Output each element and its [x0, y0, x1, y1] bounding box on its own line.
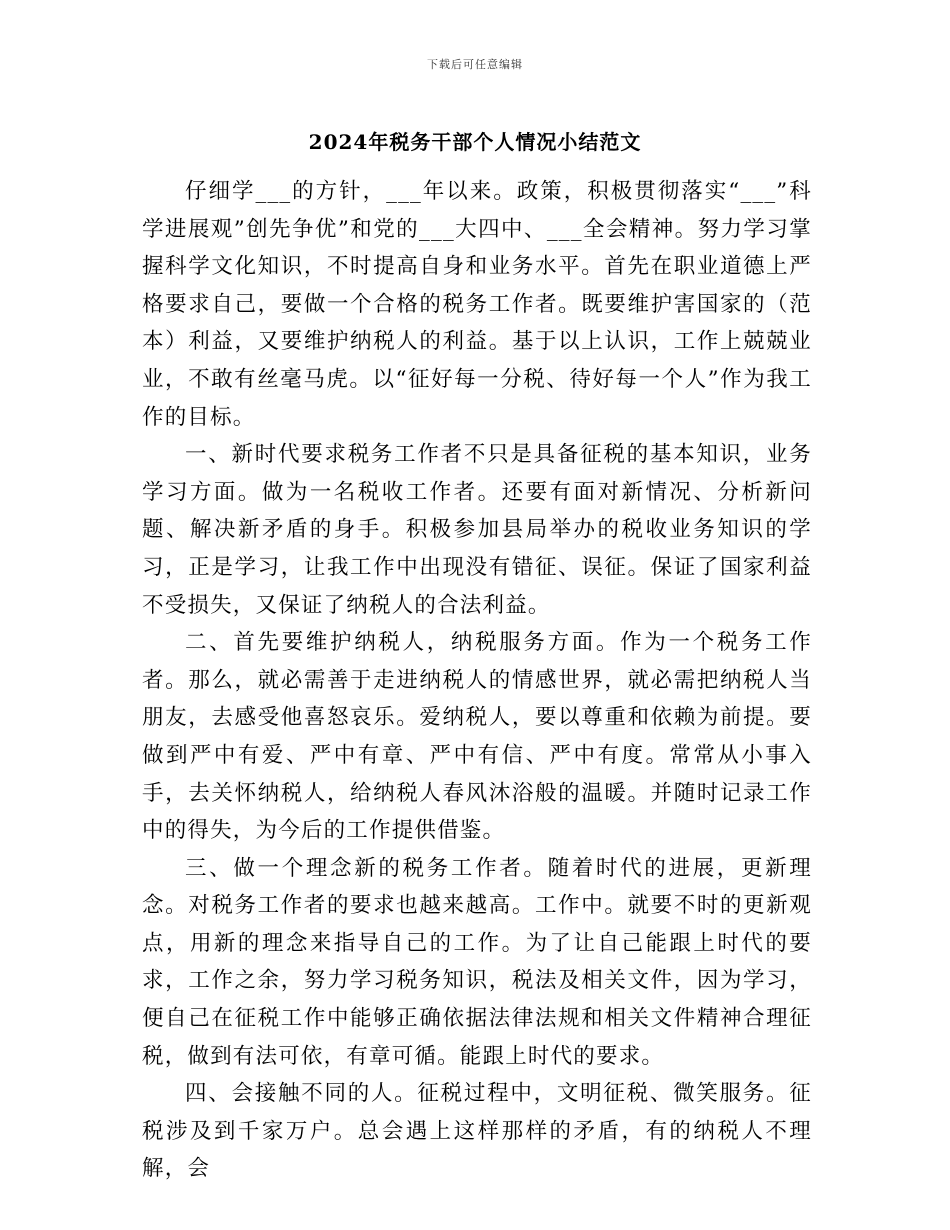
document-title: 2024年税务干部个人情况小结范文 — [308, 130, 642, 154]
paragraph-section-4: 四、会接触不同的人。征税过程中，文明征税、微笑服务。征税涉及到千家万户。总会遇上这样那样的矛盾，有的纳税人不理解，会 — [142, 1081, 812, 1182]
paragraph-section-3: 三、做一个理念新的税务工作者。随着时代的进展，更新理念。对税务工作者的要求也越来越高。工作中。就要不时的更新观点，用新的理念来指导自己的工作。为了让自己能跟上时代的要求，工作之余，努力学习税务知识，税法及相关文件，因为学习，便自己在征税工作中能够正确依据法律法规和相关文件精神合理征税，做到有法可依，有章可循。能跟上时代的要求。 — [142, 855, 812, 1069]
document-body — [142, 173, 812, 1188]
paragraph-section-2: 二、首先要维护纳税人，纳税服务方面。作为一个税务工作者。那么，就必需善于走进纳税人的情感世界，就必需把纳税人当朋友，去感受他喜怒哀乐。爱纳税人，要以尊重和依赖为前提。要做到严中有爱、严中有章、严中有信、严中有度。常常从小事入手，去关怀纳税人，给纳税人春风沐浴般的温暖。并随时记录工作中的得失，为今后的工作提供借鉴。 — [142, 630, 812, 844]
header-note: 下载后可任意编辑 — [427, 58, 523, 71]
paragraph-section-1: 一、新时代要求税务工作者不只是具备征税的基本知识，业务学习方面。做为一名税收工作者。还要有面对新情况、分析新问题、解决新矛盾的身手。积极参加县局举办的税收业务知识的学习，正是学习，让我工作中出现没有错征、误征。保证了国家利益不受损失，又保证了纳税人的合法利益。 — [142, 442, 812, 618]
paragraph-intro: 仔细学___的方针，___年以来。政策，积极贯彻落实“___”科学进展观”创先争优”和党的___大四中、___全会精神。努力学习掌握科学文化知识，不时提高自身和业务水平。首先在职业道德上严格要求自己，要做一个合格的税务工作者。既要维护害国家的（范本）利益，又要维护纳税人的利益。基于以上认识，工作上兢兢业业，不敢有丝毫马虎。以“征好每一分税、待好每一个人”作为我工作的目标。 — [142, 179, 812, 430]
